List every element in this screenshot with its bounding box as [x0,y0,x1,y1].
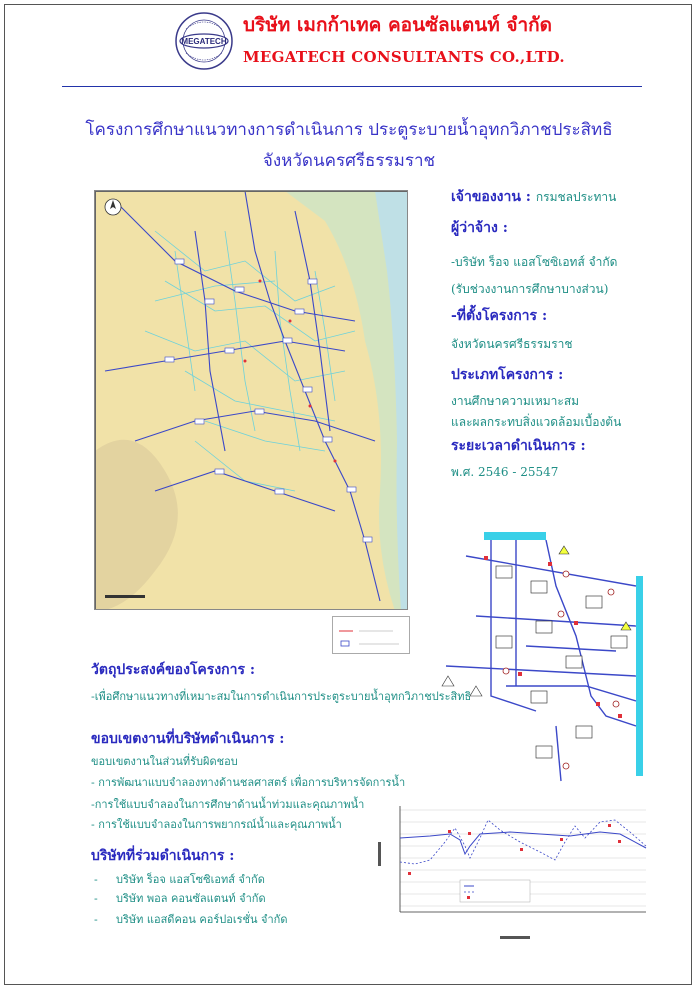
period-value: พ.ศ. 2546 - 25547 [451,465,559,479]
scope-item-1: - การพัฒนาแบบจำลองทางด้านชลศาสตร์ เพื่อการบริหารจัดการน้ำ [91,776,406,789]
objective-heading: วัตถุประสงค์ของโครงการ : [91,662,256,678]
megatech-logo [174,11,234,71]
employer-label: ผู้ว่าจ้าง : [451,220,508,236]
water-level-graph [370,802,652,948]
company-name-english: MEGATECH CONSULTANTS CO.,LTD. [243,48,565,66]
employer-value: -บริษัท ร็อจ แอสโซซิเอทส์ จำกัด [451,255,618,269]
location-value: จังหวัดนครศรีธรรมราช [451,337,573,351]
owner-label: เจ้าของงาน : กรมชลประทาน [451,189,617,205]
scope-item-3: - การใช้แบบจำลองในการพยากรณ์น้ำและคุณภาพน้ำ [91,818,342,831]
partner-item-1: - บริษัท ร็อจ แอสโซซิเอทส์ จำกัด [94,873,265,886]
project-area-map [94,190,408,610]
objective-text: -เพื่อศึกษาแนวทางที่เหมาะสมในการดำเนินการประตูระบายน้ำอุทกวิภาชประสิทธิ [91,690,472,703]
scope-heading: ขอบเขตงานที่บริษัทดำเนินการ : [91,731,285,747]
partner-item-3: - บริษัท แอสดีคอน คอร์ปอเรชั่น จำกัด [94,913,288,926]
company-name-thai: บริษัท เมกก้าเทค คอนซัลแตนท์ จำกัด [243,14,552,36]
partners-heading: บริษัทที่ร่วมดำเนินการ : [91,848,235,864]
map-legend [332,616,410,654]
project-type-label: ประเภทโครงการ : [451,367,564,383]
scope-item-2: -การใช้แบบจำลองในการศึกษาด้านน้ำท่วมและคุณภาพน้ำ [91,798,365,811]
partner-item-2: - บริษัท พอล คอนซัลแตนท์ จำกัด [94,892,266,905]
owner-value: กรมชลประทาน [535,190,617,204]
scope-intro: ขอบเขตงานในส่วนที่รับผิดชอบ [91,755,238,768]
river-network-schematic [436,526,658,788]
project-type-line2: และผลกระทบสิ่งแวดล้อมเบื้องต้น [451,415,622,429]
employer-note: (รับช่วงงานการศึกษาบางส่วน) [451,282,609,296]
project-type-line1: งานศึกษาความเหมาะสม [451,394,580,408]
project-title: โครงการศึกษาแนวทางการดำเนินการ ประตูระบายน้ำอุทกวิภาชประสิทธิ [85,120,613,140]
project-province: จังหวัดนครศรีธรรมราช [262,151,436,171]
period-label: ระยะเวลาดำเนินการ : [451,438,586,454]
location-label: -ที่ตั้งโครงการ : [451,308,548,324]
header-divider [62,86,642,87]
svg-text:MEGATECH: MEGATECH [181,37,227,46]
